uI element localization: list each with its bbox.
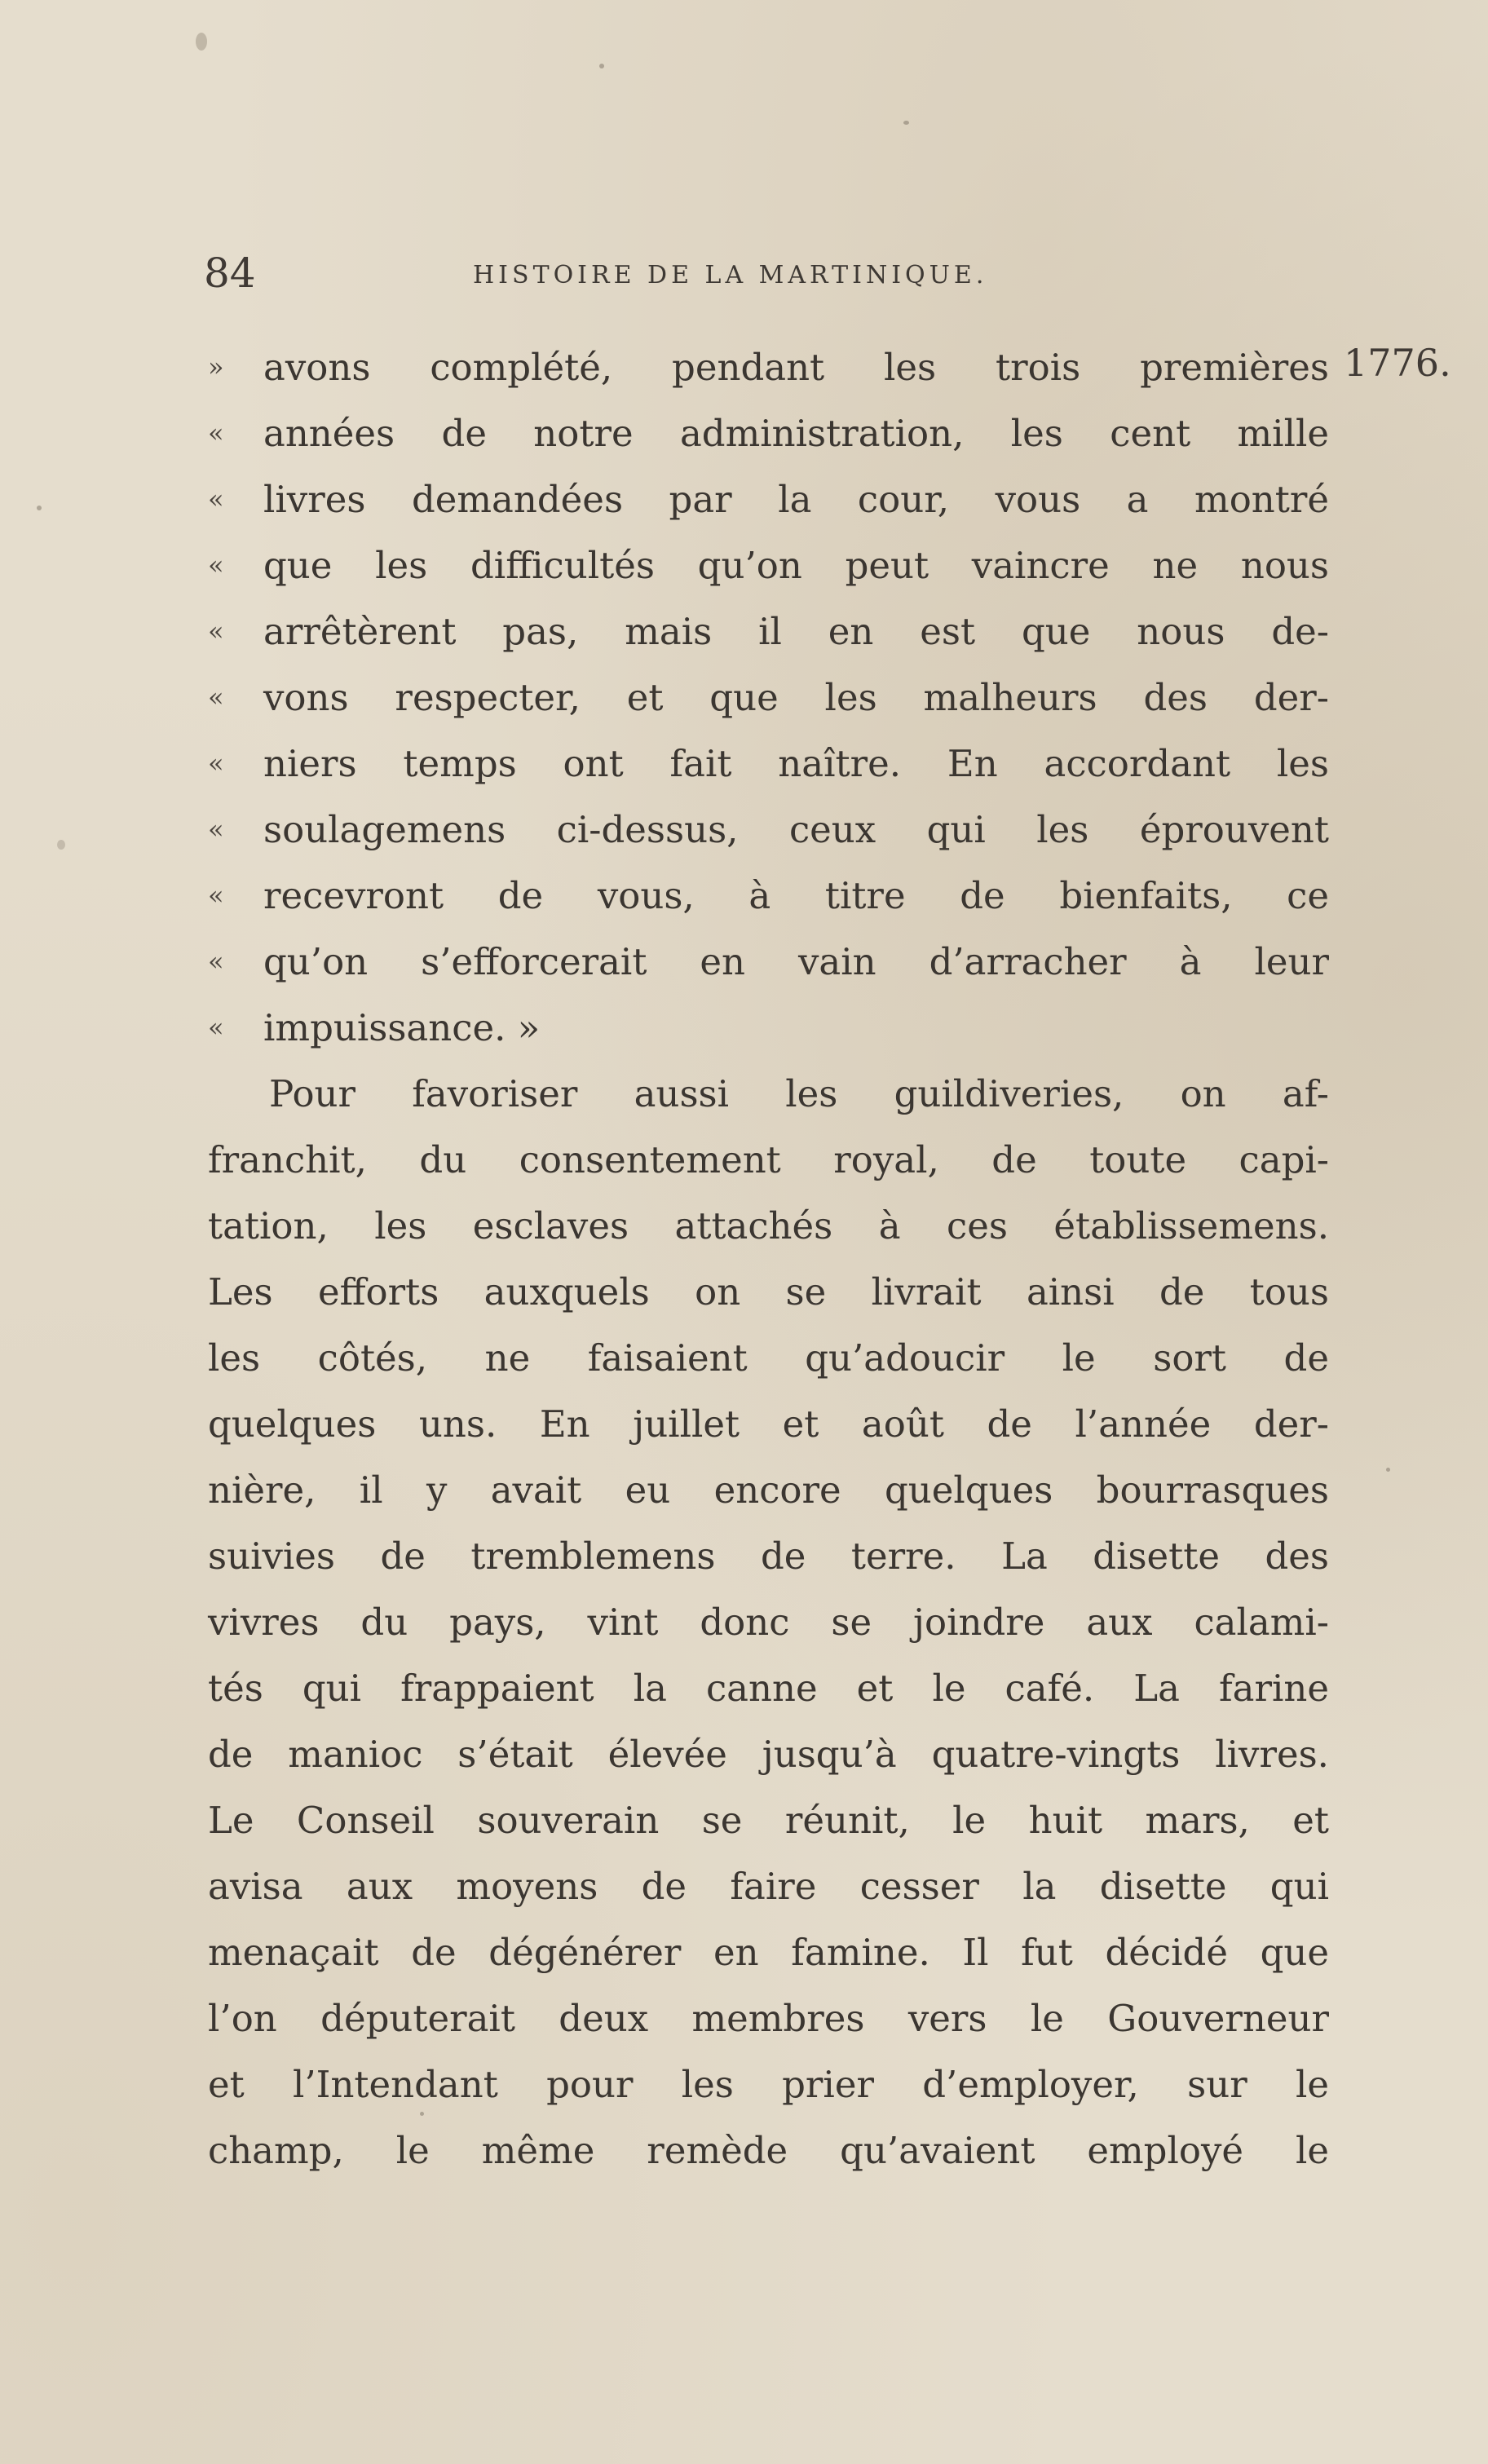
quote-mark: « (208, 484, 224, 514)
quote-line-last (208, 995, 1329, 1061)
quote-line (208, 863, 1329, 929)
paragraph-line: tés qui frappaient la canne et le café. La farine (208, 1667, 1329, 1710)
running-title: HISTOIRE DE LA MARTINIQUE. (473, 261, 988, 289)
quote-line-text: livres demandées par la cour, vous a montré (263, 478, 1329, 521)
paragraph-line: menaçait de dégénérer en famine. Il fut décidé que (208, 1931, 1329, 1974)
quote-line (208, 334, 1329, 400)
paragraph-line: suivies de tremblemens de terre. La disette des (208, 1534, 1329, 1578)
text-block (208, 334, 1329, 2184)
paper-speck (903, 121, 909, 125)
quote-line-text: qu’on s’efforcerait en vain d’arracher à leur (263, 940, 1329, 983)
quote-mark: « (208, 880, 224, 911)
paper-speck (599, 64, 604, 68)
quote-line (208, 400, 1329, 466)
quote-mark: « (208, 814, 224, 845)
paragraph-first-line: Pour favoriser aussi les guildiveries, on af- (269, 1072, 1329, 1115)
quote-line (208, 797, 1329, 863)
paragraph-line: les côtés, ne faisaient qu’adoucir le sort de (208, 1336, 1329, 1380)
paragraph-line: tation, les esclaves attachés à ces établissemens. (208, 1204, 1329, 1247)
quote-line-text: que les difficultés qu’on peut vaincre ne nous (263, 544, 1329, 587)
quote-mark: « (208, 946, 224, 977)
quote-line-text: recevront de vous, à titre de bienfaits, ce (263, 874, 1329, 917)
paragraph-line: et l’Intendant pour les prier d’employer, sur le (208, 2063, 1329, 2106)
quote-line-text: soulagemens ci-dessus, ceux qui les éprouvent (263, 808, 1329, 851)
paragraph-line: avisa aux moyens de faire cesser la disette qui (208, 1865, 1329, 1908)
paper-stain (196, 33, 207, 51)
paper-speck (57, 840, 65, 850)
paragraph-line: champ, le même remède qu’avaient employé le (208, 2129, 1329, 2172)
quote-line (208, 665, 1329, 731)
quote-line-text: niers temps ont fait naître. En accordant les (263, 742, 1329, 785)
quote-mark: « (208, 748, 224, 779)
running-head (204, 245, 1337, 302)
paragraph-line: nière, il y avait eu encore quelques bourrasques (208, 1468, 1329, 1512)
paragraph-line: franchit, du consentement royal, de toute capi- (208, 1138, 1329, 1181)
quote-line (208, 731, 1329, 797)
paragraph-line: Les efforts auxquels on se livrait ainsi de tous (208, 1270, 1329, 1314)
paper-speck (1386, 1468, 1390, 1472)
quote-line (208, 598, 1329, 665)
quote-mark: « (208, 682, 224, 713)
quote-mark: » (208, 351, 224, 382)
quote-mark: « (208, 550, 224, 581)
paper-speck (37, 506, 42, 510)
quote-line-text: années de notre administration, les cent mille (263, 412, 1329, 455)
margin-year-note: 1776. (1344, 341, 1451, 385)
quote-line-text: vons respecter, et que les malheurs des der- (263, 676, 1329, 719)
quote-mark: « (208, 417, 224, 448)
quote-mark: « (208, 616, 224, 647)
quote-line (208, 466, 1329, 532)
quote-line-text: avons complété, pendant les trois premières (263, 346, 1329, 389)
quote-line (208, 929, 1329, 995)
quote-line-text: impuissance. » (263, 1006, 541, 1049)
page-number: 84 (204, 249, 256, 297)
paragraph-line: de manioc s’était élevée jusqu’à quatre-vingts livres. (208, 1733, 1329, 1776)
paragraph-line: vivres du pays, vint donc se joindre aux calami- (208, 1601, 1329, 1644)
quote-line (208, 532, 1329, 598)
paragraph-line: quelques uns. En juillet et août de l’année der- (208, 1402, 1329, 1446)
quote-line-text: arrêtèrent pas, mais il en est que nous de- (263, 610, 1329, 653)
paragraph-line: Le Conseil souverain se réunit, le huit mars, et (208, 1799, 1329, 1842)
quote-mark: « (208, 1012, 224, 1043)
paragraph-line: l’on députerait deux membres vers le Gouverneur (208, 1997, 1329, 2040)
